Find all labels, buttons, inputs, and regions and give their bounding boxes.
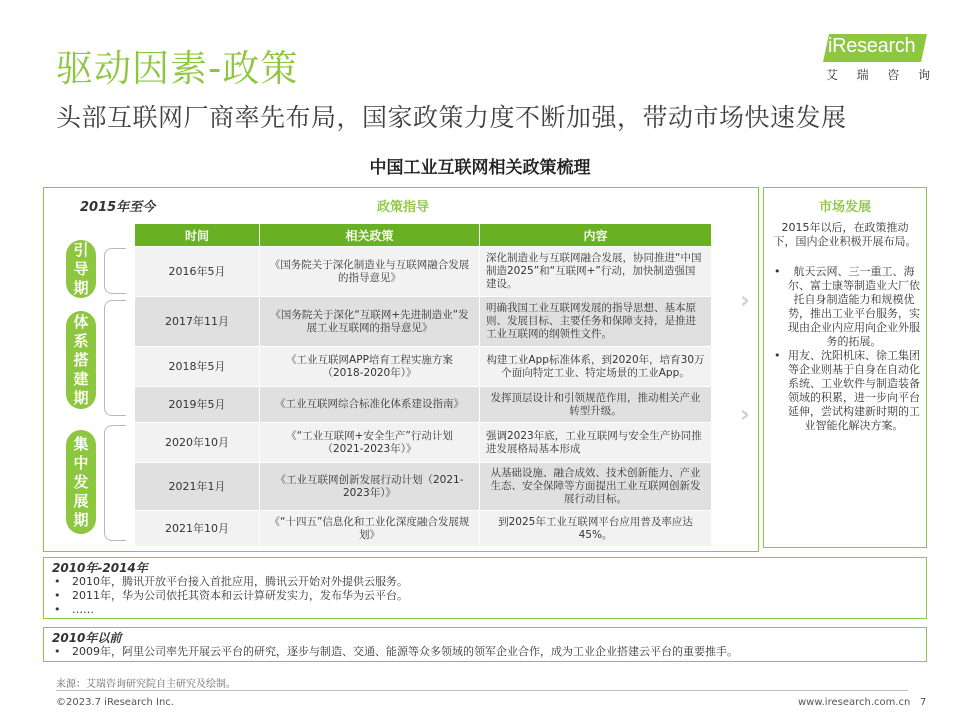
table-row (135, 247, 712, 297)
phase-char: 发 (73, 472, 89, 491)
history-title: 2010年-2014年 (52, 561, 148, 575)
list-item: • 2009年，阿里公司率先开展云平台的研究，逐步与制造、交通、能源等众多领域的领军企业合作，成为工业企业搭建云平台的重要推手。 (52, 645, 918, 659)
time-cell: 2016年5月 (135, 247, 260, 297)
page-subtitle: 头部互联网厂商率先布局，国家政策力度不断加强，带动市场快速发展 (56, 103, 847, 132)
history-box-before-2010 (43, 627, 927, 662)
phase-char: 搭 (73, 350, 89, 369)
phase-char: 导 (73, 259, 89, 278)
iresearch-logo (818, 30, 930, 86)
logo-text: iResearch (828, 35, 916, 57)
content-cell: 深化制造业与互联网融合发展，协同推进“中国制造2025”和“互联网+”行动，加快制造强国建设。 (480, 247, 712, 297)
phase-char: 中 (73, 453, 89, 472)
time-cell: 2020年10月 (135, 423, 260, 463)
list-item: • …… (52, 603, 918, 617)
list-item: • 2010年，腾讯开放平台接入首批应用，腾讯云开始对外提供云服务。 (52, 575, 918, 589)
market-title: 市场发展 (818, 200, 871, 215)
policy-table (134, 223, 712, 547)
market-intro: 2015年以后，在政策推动下，国内企业积极开展布局。 (773, 221, 917, 248)
content-cell: 强调2023年底，工业互联网与安全生产协同推进发展格局基本形成 (480, 423, 712, 463)
history-list (52, 645, 918, 659)
table-row (135, 347, 712, 387)
page-title: 驱动因素-政策 (56, 47, 299, 90)
market-list (772, 265, 922, 433)
phase-guide (66, 240, 96, 298)
content-cell: 发挥顶层设计和引领规范作用，推动相关产业转型升级。 (480, 387, 712, 423)
column-header: 相关政策 (260, 224, 480, 247)
policy-cell: 《国务院关于深化制造业与互联网融合发展的指导意见》 (260, 247, 480, 297)
phase-char: 期 (73, 278, 89, 297)
table-row (135, 297, 712, 347)
policy-heading: 政策指导 (377, 200, 430, 215)
chevron-right-icon: › (740, 286, 750, 314)
policy-cell: 《“工业互联网+安全生产”行动计划（2021-2023年）》 (260, 423, 480, 463)
content-cell: 从基础设施、融合成效、技术创新能力、产业生态、安全保障等方面提出工业互联网创新发展行动目标。 (480, 463, 712, 511)
logo-sub-char: 瑞 (856, 68, 869, 82)
phase-char: 期 (73, 388, 89, 407)
logo-subtitle (826, 66, 930, 83)
policy-cell: 《工业互联网综合标准化体系建设指南》 (260, 387, 480, 423)
copyright: ©2023.7 iResearch Inc. (56, 697, 174, 708)
table-row (135, 423, 712, 463)
period-label: 2015年至今 (80, 200, 156, 215)
history-list (52, 575, 918, 617)
content-cell: 明确我国工业互联网发展的指导思想、基本原则、发展目标、主要任务和保障支持，是推进工业互联网的纲领性文件。 (480, 297, 712, 347)
phase-focused-development (66, 430, 96, 534)
history-box-2010-2014 (43, 557, 927, 619)
source-note: 来源：艾瑞咨询研究院自主研究及绘制。 (56, 679, 236, 690)
time-cell: 2017年11月 (135, 297, 260, 347)
time-cell: 2021年1月 (135, 463, 260, 511)
list-item: • 2011年，华为公司依托其资本和云计算研发实力，发布华为云平台。 (52, 589, 918, 603)
policy-cell: 《工业互联网APP培育工程实施方案（2018-2020年）》 (260, 347, 480, 387)
chevron-right-icon: › (740, 400, 750, 428)
column-header: 时间 (135, 224, 260, 247)
phase-system-building (66, 311, 96, 409)
logo-sub-char: 艾 (826, 68, 839, 82)
history-title: 2010年以前 (52, 631, 122, 645)
time-cell: 2019年5月 (135, 387, 260, 423)
table-row (135, 387, 712, 423)
policy-cell: 《“十四五”信息化和工业化深度融合发展规划》 (260, 511, 480, 547)
phase-char: 系 (73, 331, 89, 350)
content-cell: 到2025年工业互联网平台应用普及率应达45%。 (480, 511, 712, 547)
logo-sub-char: 询 (917, 68, 930, 82)
logo-sub-char: 咨 (887, 68, 900, 82)
footer-divider (56, 690, 908, 691)
phase-char: 期 (73, 510, 89, 529)
page-number: 7 (920, 697, 927, 708)
table-row (135, 463, 712, 511)
table-row (135, 511, 712, 547)
time-cell: 2018年5月 (135, 347, 260, 387)
phase-bracket (104, 248, 126, 294)
column-header: 内容 (480, 224, 712, 247)
phase-char: 体 (73, 312, 89, 331)
phase-char: 展 (73, 491, 89, 510)
content-cell: 构建工业App标准体系，到2020年，培育30万个面向特定工业、特定场景的工业App。 (480, 347, 712, 387)
time-cell: 2021年10月 (135, 511, 260, 547)
list-item: • 航天云网、三一重工、海尔、富士康等制造业大厂依托自身制造能力和规模优势，推出工业平台服务，实现由企业内应用向企业外服务的拓展。 (772, 265, 922, 349)
table-header-row (135, 224, 712, 247)
phase-char: 建 (73, 369, 89, 388)
phase-bracket (104, 425, 126, 541)
policy-cell: 《国务院关于深化“互联网+先进制造业”发展工业互联网的指导意见》 (260, 297, 480, 347)
phase-char: 引 (73, 240, 89, 259)
phase-char: 集 (73, 434, 89, 453)
policy-cell: 《工业互联网创新发展行动计划（2021-2023年）》 (260, 463, 480, 511)
section-title: 中国工业互联网相关政策梳理 (369, 158, 591, 178)
website-link[interactable]: www.iresearch.com.cn (798, 697, 911, 708)
phase-bracket (104, 300, 126, 416)
list-item: • 用友、沈阳机床、徐工集团等企业则基于自身在自动化系统、工业软件与制造装备领域的积累，进一步向平台延伸，尝试构建新时期的工业智能化解决方案。 (772, 349, 922, 433)
